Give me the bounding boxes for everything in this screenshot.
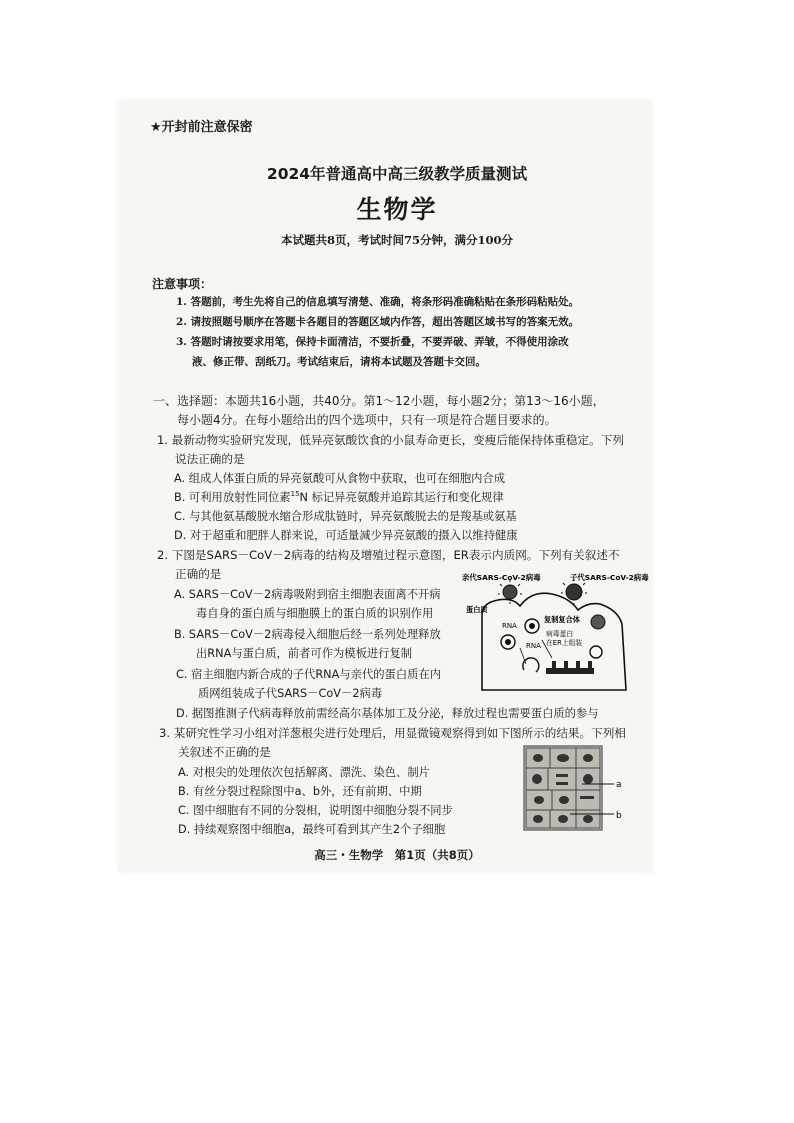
question-2-stem: 2. 下图是SARS－CoV－2病毒的结构及增殖过程示意图，ER表示内质网。下列有关叙述不 (157, 548, 620, 562)
question-2-option-a-cont: 毒自身的蛋白质与细胞膜上的蛋白质的识别作用 (196, 607, 434, 620)
replication-complex-icon (525, 619, 539, 633)
section-heading: 一、选择题：本题共16小题，共40分。第1～12小题，每小题2分；第13～16小题， (153, 394, 605, 408)
micrograph-label-a: a (616, 780, 622, 790)
question-2-option-c-cont: 质网组装成子代SARS－CoV－2病毒 (198, 687, 383, 700)
question-3-option-a: A. 对根尖的处理依次包括解离、漂洗、染色、制片 (178, 766, 430, 779)
question-1-stem: 1. 最新动物实验研究发现，低异亮氨酸饮食的小鼠寿命更长，变瘦后能保持体重稳定。下列 (157, 433, 624, 447)
question-2-stem-cont: 正确的是 (175, 567, 222, 581)
exam-info: 本试题共8页，考试时间75分钟，满分100分 (280, 233, 513, 247)
virus-cycle-figure (460, 568, 649, 694)
option-b-text: N 标记异亮氨酸并追踪其运行和变化规律 (299, 491, 504, 504)
note-item: 2. 请按照题号顺序在答题卡各题目的答题区域内作答，超出答题区域书写的答案无效。 (176, 316, 580, 328)
note-item: 液、修正带、刮纸刀。考试结束后，请将本试题及答题卡交回。 (192, 356, 486, 368)
notes-title: 注意事项： (152, 277, 213, 291)
question-2-option-b-cont: 出RNA与蛋白质，前者可作为模板进行复制 (196, 647, 413, 660)
question-2-option-a: A. SARS－CoV－2病毒吸附到宿主细胞表面离不开病 (174, 588, 441, 601)
note-item: 3. 答题时请按要求用笔，保持卡面清洁，不要折叠，不要弄破、弄皱，不得使用涂改 (176, 336, 569, 348)
question-1-option-a: A. 组成人体蛋白质的异亮氨酸可从食物中获取，也可在细胞内合成 (174, 472, 506, 485)
question-1-option-c: C. 与其他氨基酸脱水缩合形成肽链时，异亮氨酸脱去的是羧基或氨基 (174, 510, 517, 523)
internalized-virus-icon (501, 635, 515, 649)
label-assembly-2: 在ER上组装 (546, 639, 583, 647)
subject-title: 生物学 (356, 195, 438, 224)
section-heading-cont: 每小题4分。在每小题给出的四个选项中，只有一项是符合题目要求的。 (177, 413, 557, 427)
label-child-virus: 子代SARS-CoV-2病毒 (570, 573, 649, 582)
label-assembly-1: 病毒蛋白 (546, 630, 574, 638)
confidential-notice: ★开封前注意保密 (150, 120, 253, 135)
isotope-mass-number: 15 (290, 490, 300, 499)
question-2-option-d: D. 据图推测子代病毒释放前需经高尔基体加工及分泌，释放过程也需要蛋白质的参与 (176, 707, 599, 720)
micrograph-label-b: b (616, 811, 622, 821)
label-protein: 蛋白质 (466, 605, 488, 614)
question-3-option-d: D. 持续观察图中细胞a，最终可看到其产生2个子细胞 (178, 823, 446, 836)
label-rna-2: RNA (526, 642, 541, 650)
question-1-option-b (174, 489, 504, 505)
question-2-option-b: B. SARS－CoV－2病毒侵入细胞后经一系列处理释放 (174, 628, 441, 641)
page-footer: 高三・生物学 第1页（共8页） (314, 848, 480, 862)
question-3-option-b: B. 有丝分裂过程除图中a、b外，还有前期、中期 (178, 785, 422, 798)
question-1-stem-cont: 说法正确的是 (175, 452, 245, 466)
question-3-stem-cont: 关叙述不正确的是 (178, 745, 271, 759)
exam-title: 2024年普通高中高三级教学质量测试 (266, 165, 528, 183)
question-3-stem: 3. 某研究性学习小组对洋葱根尖进行处理后，用显微镜观察得到如下图所示的结果。下列相 (159, 726, 626, 740)
label-parent-virus: 亲代SARS-CoV-2病毒 (462, 573, 541, 582)
label-replication-complex: 复制复合体 (544, 615, 580, 624)
question-3-option-c: C. 图中细胞有不同的分裂相，说明图中细胞分裂不同步 (178, 804, 453, 817)
label-rna-1: RNA (502, 622, 517, 630)
question-1-option-d: D. 对于超重和肥胖人群来说，可适量减少异亮氨酸的摄入以维持健康 (174, 529, 518, 542)
new-virus-icon (590, 615, 605, 658)
option-b-text: B. 可利用放射性同位素 (174, 491, 291, 504)
micrograph-figure (520, 744, 630, 834)
vesicle-icon (523, 658, 539, 672)
endoplasmic-reticulum-icon (546, 661, 594, 674)
note-item: 1. 答题前，考生先将自己的信息填写清楚、准确，将条形码准确粘贴在条形码粘贴处。 (176, 296, 580, 308)
question-2-option-c: C. 宿主细胞内新合成的子代RNA与亲代的蛋白质在内 (176, 668, 442, 681)
child-virus-icon (561, 579, 587, 605)
